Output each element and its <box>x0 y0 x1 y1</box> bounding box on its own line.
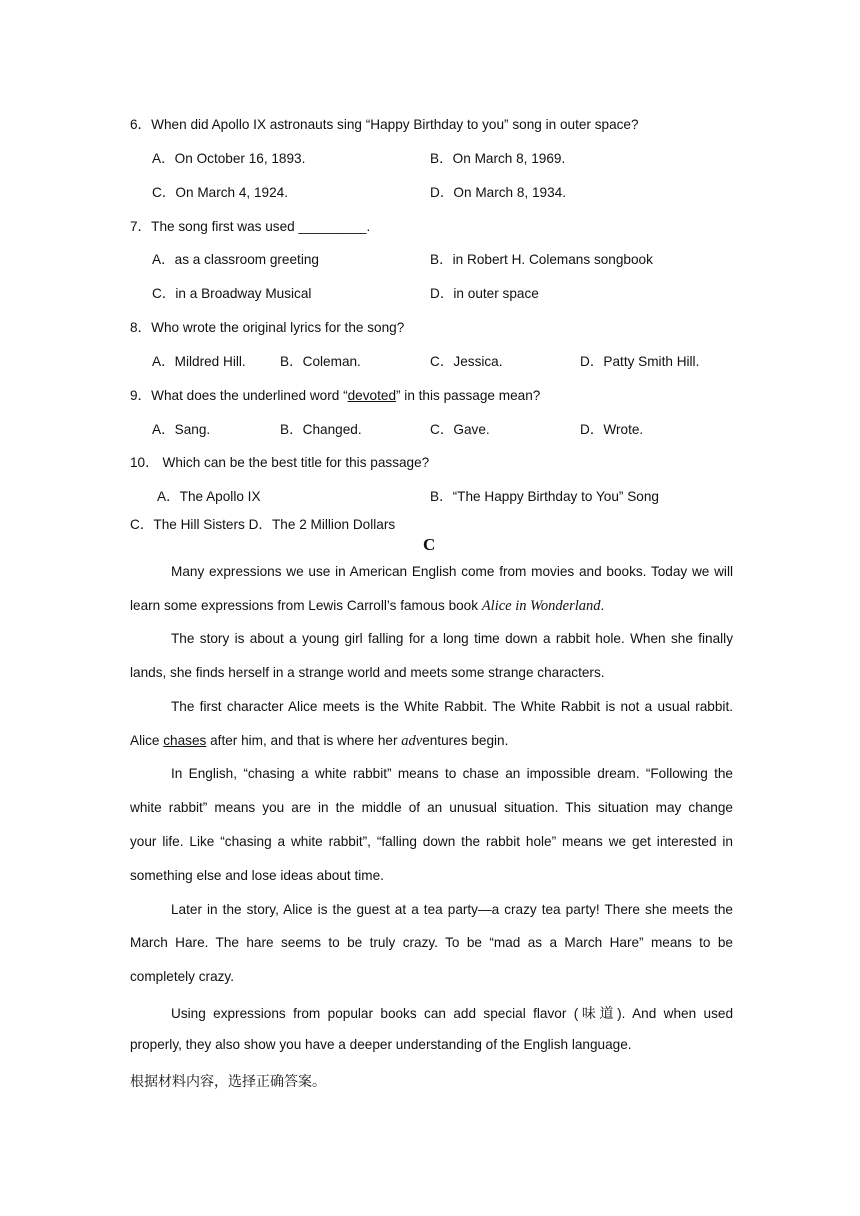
paragraph-line: white rabbit” means you are in the middle of an unusual situation. This situation may change <box>130 800 733 815</box>
paragraph-line: In English, “chasing a white rabbit” means to chase an impossible dream. “Following the <box>171 766 733 781</box>
passage-paragraph-6 <box>130 1003 733 1023</box>
paragraph-line: The story is about a young girl falling for a long time down a rabbit hole. When she finally <box>171 631 733 646</box>
passage-paragraph-3 <box>130 699 733 714</box>
question-8-option-d: D．Patty Smith Hill. <box>580 354 700 369</box>
passage-paragraph-1 <box>130 564 733 598</box>
question-10-stem: 10． Which can be the best title for this passage? <box>130 455 430 470</box>
paragraph-line: properly, they also show you have a deeper understanding of the English language. <box>130 1037 632 1052</box>
book-title: Alice in Wonderland <box>481 598 601 614</box>
text-span: entures begin. <box>422 733 509 748</box>
passage-paragraph-4 <box>130 766 733 781</box>
paragraph-line-wrap <box>130 935 733 950</box>
question-9-option-d: D．Wrote. <box>580 422 644 437</box>
section-heading-c: C <box>423 535 436 554</box>
question-8-option-a: A．Mildred Hill. <box>152 354 246 369</box>
text-span: learn some expressions from Lewis Carroll’s famous book <box>130 598 482 613</box>
instruction-text: 根据材料内容，选择正确答案。 <box>130 1074 326 1090</box>
paragraph-line <box>130 733 508 750</box>
underlined-word-chases: chases <box>163 733 207 748</box>
question-9-stem <box>130 384 540 404</box>
question-7-option-b: B．in Robert H. Colemans songbook <box>430 252 653 267</box>
question-6-option-b: B．On March 8, 1969. <box>430 151 566 166</box>
underlined-word-devoted: devoted <box>347 388 396 403</box>
question-9-option-b: B．Changed. <box>280 422 362 437</box>
question-7-stem: 7．The song first was used _________. <box>130 219 371 234</box>
paragraph-line: Many expressions we use in American English come from movies and books. Today we will <box>171 564 733 579</box>
text-span: . <box>600 598 605 613</box>
italic-fragment: adv <box>401 733 423 749</box>
question-10-option-a: A．The Apollo IX <box>157 489 261 504</box>
paragraph-line: completely crazy. <box>130 969 234 984</box>
paragraph-line: lands, she finds herself in a strange world and meets some strange characters. <box>130 665 605 680</box>
text-span: Alice <box>130 733 164 748</box>
question-7-option-a: A．as a classroom greeting <box>152 252 319 267</box>
paragraph-line-wrap <box>130 800 733 815</box>
question-9-stem-suffix: ” in this passage mean? <box>396 388 541 403</box>
question-8-stem: 8．Who wrote the original lyrics for the song? <box>130 320 405 335</box>
passage-paragraph-2 <box>130 631 733 646</box>
question-9-option-a: A．Sang. <box>152 422 211 437</box>
question-10-option-b: B．“The Happy Birthday to You” Song <box>430 489 659 504</box>
question-7-option-c: C．in a Broadway Musical <box>152 286 312 301</box>
paragraph-line: your life. Like “chasing a white rabbit”, “falling down the rabbit hole” means we get interested in <box>130 834 733 849</box>
passage-paragraph-5 <box>130 902 733 917</box>
question-6-option-c: C．On March 4, 1924. <box>152 185 288 200</box>
paragraph-line: something else and lose ideas about time. <box>130 868 384 883</box>
question-6-option-a: A．On October 16, 1893. <box>152 151 306 166</box>
question-9-stem-prefix: 9．What does the underlined word “ <box>130 388 348 403</box>
text-span: Using expressions from popular books can add special flavor ( <box>171 1006 579 1021</box>
paragraph-line: The first character Alice meets is the White Rabbit. The White Rabbit is not a usual rabbit. <box>171 699 733 714</box>
question-6-stem: 6．When did Apollo IX astronauts sing “Happy Birthday to you” song in outer space? <box>130 117 639 132</box>
question-7-option-d: D．in outer space <box>430 286 539 301</box>
question-8-option-b: B．Coleman. <box>280 354 361 369</box>
question-6-option-d: D．On March 8, 1934. <box>430 185 566 200</box>
paragraph-line <box>171 1003 733 1023</box>
question-10-options-c-d: C．The Hill Sisters D．The 2 Million Dollars <box>130 517 396 532</box>
text-span: after him, and that is where her <box>206 733 402 748</box>
paragraph-line: Later in the story, Alice is the guest at a tea party—a crazy tea party! There she meets the <box>171 902 733 917</box>
paragraph-line: March Hare. The hare seems to be truly crazy. To be “mad as a March Hare” means to be <box>130 935 733 950</box>
question-8-option-c: C．Jessica. <box>430 354 503 369</box>
text-span: ). And when used <box>617 1006 734 1021</box>
chinese-gloss: 味道 <box>578 1006 618 1022</box>
paragraph-line <box>130 598 604 615</box>
question-9-option-c: C．Gave. <box>430 422 490 437</box>
paragraph-line-wrap <box>130 834 733 849</box>
